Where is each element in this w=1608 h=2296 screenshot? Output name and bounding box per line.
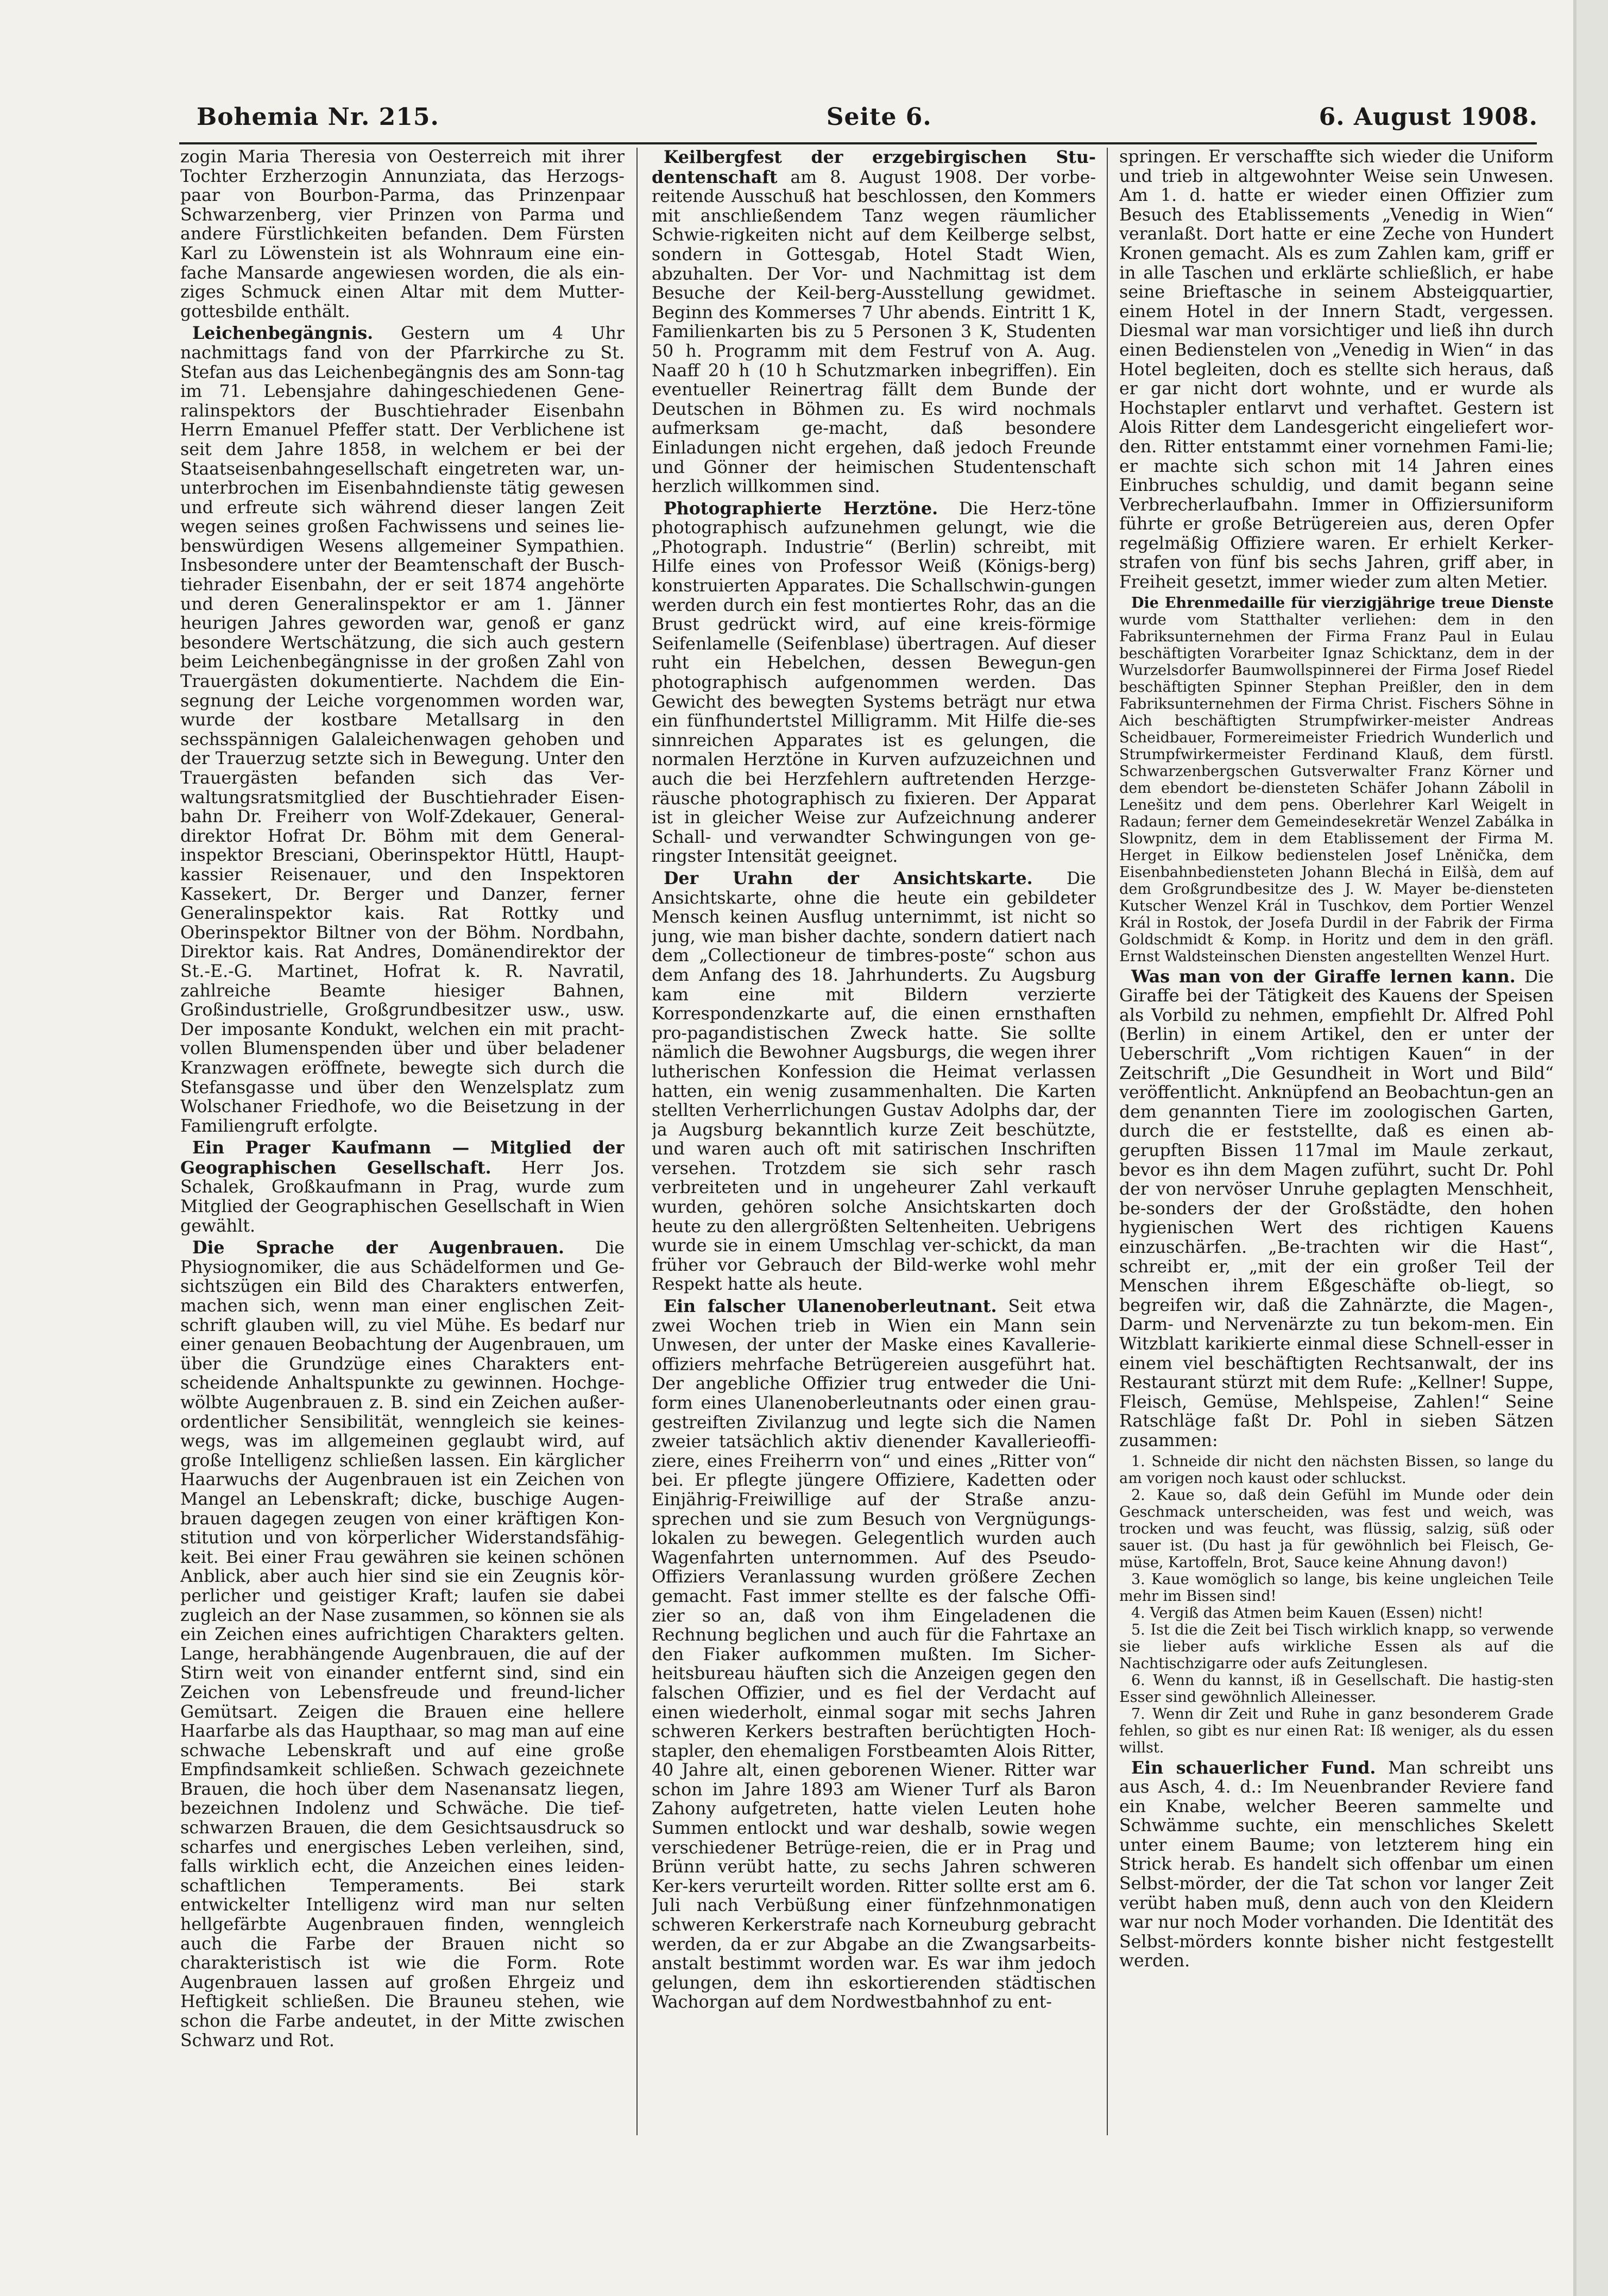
list-item: 7. Wenn dir Zeit und Ruhe in ganz besonderem Grade fehlen, so gibt es nur einen Rat: Iß weniger, als du essen willst.	[1119, 1705, 1554, 1756]
article-headline: Keilbergfest der erzgebirgischen Stu-dentenschaft	[652, 148, 1096, 187]
header-issue: Bohemia Nr. 215.	[197, 103, 439, 131]
article-leichenbegaengnis	[180, 324, 625, 1136]
article-body: Seit etwa zwei Wochen trieb in Wien ein Mann sein Unwesen, der unter der Maske eines Kavallerie-offiziers mehrfache Betrügereien ausgeführt hat. Der angebliche Offizier trug entweder die Uni-form eines Ulanenoberleutnants oder einen grau-gestreiften Zivilanzug und legte sich die Namen zweier tatsächlich aktiv dienender Kavallerieoffi-ziere, eines Freiherrn von“ und eines „Ritter von“ bei. Er pflegte jüngere Offiziere, Kadetten oder Einjährig-Freiwillige auf der Straße anzu-sprechen und sie zum Besuch von Vergnügungs-lokalen zu bewegen. Gelegentlich wurden auch Wagenfahrten unternommen. Auf des Pseudo-Offiziers Veranlassung wurden größere Zechen gemacht. Fast immer stellte es der falsche Offi-zier so an, daß von ihm Eingeladenen die Rechnung beglichen und auch für die Fahrtaxe an den Fiaker aufkommen mußten. Im Sicher-heitsbureau häuften sich die Anzeigen gegen den falschen Offizier, und es fiel der Verdacht auf einen wiederholt, einmal sogar mit sechs Jahren schweren Kerkers bestraften berüchtigten Hoch-stapler, den ehemaligen Forstbeamten Alois Ritter, 40 Jahre alt, einen geborenen Wiener. Ritter war schon im Jahre 1893 am Wiener Turf als Baron Zahony aufgetreten, hatte vielen Leuten hohe Summen entlockt und war deshalb, sowie wegen verschiedener Betrüge-reien, die er in Prag und Brünn verübt hatte, zu sechs Jahren schweren Ker-kers verurteilt worden. Ritter sollte erst am 6. Juli nach Verbüßung einer fünfzehnmonatigen schweren Kerkerstrafe nach Korneuburg gebracht werden, da er zur Abgabe an die Zwangsarbeits-anstalt bestimmt worden war. Es war ihm jedoch gelungen, dem ihn eskortierenden städtischen Wachorgan auf dem Nordwestbahnhof zu ent-	[652, 1297, 1096, 2013]
page-header	[197, 98, 1538, 136]
advice-list	[1119, 1453, 1554, 1756]
article-body: wurde vom Statthalter verliehen: dem in den Fabriksunternehmen der Firma Franz Paul in Eulau beschäftigten Vorarbeiter Ignaz Schicktanz, dem in der Wurzelsdorfer Baumwollspinnerei der Firma Josef Riedel beschäftigten Spinner Stephan Preißler, den in dem Fabriksunternehmen der Firma Christ. Fischers Söhne in Aich beschäftigten Strumpfwirker-meister Andreas Scheidbauer, Formereimeister Friedrich Wunderlich und Strumpfwirkermeister Ferdinand Klauß, dem fürstl. Schwarzenbergschen Gutsverwalter Franz Körner und dem ebendort be-diensteten Schäfer Johann Zábolil in Lenešitz und dem pens. Oberlehrer Karl Weigelt in Radaun; ferner dem Gemeindesekretär Wenzel Zabálka in Slowpnitz, dem in dem Etablissement der Firma M. Herget in Eilkow bedienstelen Josef Lněnička, dem Eisenbahnbediensteten Johann Blechá in Eilšà, dem auf dem Großgrundbesitze des J. W. Mayer be-diensteten Kutscher Wenzel Král in Tuschkov, dem Portier Wenzel Král in Rostok, der Josefa Durdil in der Fabrik der Firma Goldschmidt & Komp. in Horitz und dem in den gräfl. Ernst Waldsteinschen Diensten angestellten Wenzel Hurt.	[1119, 611, 1554, 965]
list-item: 4. Vergiß das Atmen beim Kauen (Essen) nicht!	[1131, 1604, 1484, 1622]
article-urahn-der-ansichtskarte	[652, 869, 1096, 1295]
article-body: Gestern um 4 Uhr nachmittags fand von der Pfarrkirche zu St. Stefan aus das Leichenbegängnis des am Sonn-tag im 71. Lebensjahre dahingeschiedenen Gene-ralinspektors der Buschtiehrader Eisenbahn Herrn Emanuel Pfeffer statt. Der Verblichene ist seit dem Jahre 1858, in welchem er bei der Staatseisenbahngesellschaft eingetreten war, un-unterbrochen im Eisenbahndienste tätig gewesen und erfreute sich während dieser langen Zeit wegen seines großen Fachwissens und seines lie-benswürdigen Wesens allgemeiner Sympathien. Insbesondere unter der Beamtenschaft der Busch-tiehrader Eisenbahn, der er seit 1874 angehörte und deren Generalinspektor er am 1. Jänner heurigen Jahres geworden war, genoß er ganz besondere Wertschätzung, die sich auch gestern beim Leichenbegängnisse in der großen Zahl von Trauergästen dokumentierte. Nachdem die Ein-segnung der Leiche vorgenommen worden war, wurde der kostbare Metallsarg in den sechsspännigen Galaleichenwagen gehoben und der Trauerzug setzte sich in Bewegung. Unter den Trauergästen befanden sich das Ver-waltungsratsmitglied der Buschtiehrader Eisen-bahn Dr. Freiherr von Wolf-Zdekauer, General-direktor Hofrat Dr. Böhm mit dem General-inspektor Bresciani, Oberinspektor Hüttl, Haupt-kassier Reisenauer, und den Inspektoren Kassekert, Dr. Berger und Danzer, ferner Generalinspektor kais. Rat Rottky und Oberinspektor Biltner von der Böhm. Nordbahn, Direktor kais. Rat Andres, Domänendirektor der St.-E.-G. Martinet, Hofrat k. R. Navratil, zahlreiche Beamte hiesiger Bahnen, Großindustrielle, Großgrundbesitzer usw., usw. Der imposante Kondukt, welchen ein mit pracht-vollen Blumenspenden über und über beladener Kranzwagen eröffnete, bewegte sich durch die Stefansgasse und über den Wenzelsplatz zum Wolschaner Friedhofe, wo die Beisetzung in der Familiengruft erfolgte.	[180, 324, 625, 1136]
list-item: 2. Kaue so, daß dein Gefühl im Munde oder dein Geschmack unterscheiden, was fest und weich, was trocken und was feucht, was flüssig, salzig, süß oder sauer ist. (Du hast ja für gewöhnlich bei Fleisch, Ge-müse, Kartoffeln, Brot, Sauce keine Ahnung davon!)	[1119, 1486, 1554, 1571]
article-continuation	[180, 148, 625, 321]
article-photographierte-herztoene	[652, 499, 1096, 867]
article-body: Man schreibt uns aus Asch, 4. d.: Im Neuenbrander Reviere fand ein Knabe, welcher Beeren sammelte und Schwämme suchte, ein menschliches Skelett unter einem Baume; von letzterem hing ein Strick herab. Es handelt sich offenbar um einen Selbst-mörder, der die Tat schon vor langer Zeit verübt haben muß, denn auch von den Kleidern war nur noch Moder vorhanden. Die Identität des Selbst-mörders konnte bisher nicht festgestellt werden.	[1119, 1758, 1554, 1971]
article-giraffe	[1119, 967, 1554, 1451]
article-falscher-ulanenoberleutnant	[652, 1297, 1096, 2013]
page-edge	[1575, 0, 1608, 2296]
article-body: Die Physiognomiker, die aus Schädelformen und Ge-sichtszügen ein Bild des Charakters entwerfen, machen sich, wenn man einer englischen Zeit-schrift glauben will, zu viel Mühe. Es bedarf nur einer genauen Beobachtung der Augenbrauen, um über die Grundzüge eines Charakters ent-scheidende Anhaltspunkte zu gewinnen. Hochge-wölbte Augenbrauen z. B. sind ein Zeichen außer-ordentlicher Sensibilität, wenngleich sie keines-wegs, was im allgemeinen geglaubt wird, auf große Intelligenz schließen lassen. Ein kärglicher Haarwuchs der Augenbrauen ist ein Zeichen von Mangel an Lebenskraft; dicke, buschige Augen-brauen dagegen zeugen von einer kräftigen Kon-stitution und von körperlicher Widerstandsfähig-keit. Bei einer Frau gewähren sie keinen schönen Anblick, aber auch hier sind sie ein Zeugnis kör-perlicher und geistiger Kraft; laufen sie dabei zugleich an der Nase zusammen, so können sie als ein Zeichen eines aufrichtigen Charakters gelten. Lange, herabhängende Augenbrauen, die auf der Stirn weit von einander entfernt sind, sind ein Zeichen von Lebensfreude und freund-licher Gemütsart. Zeigen die Brauen eine hellere Haarfarbe als das Haupthaar, so mag man auf eine schwache Lebenskraft und auf eine große Empfindsamkeit schließen. Schwach gezeichnete Brauen, die hoch über dem Nasenansatz liegen, bezeichnen Indolenz und Schwäche. Die tief-schwarzen Brauen, die dem Gesichtsausdruck so scharfes und energisches Leben verleihen, sind, falls wirklich echt, die Anzeichen eines leiden-schaftlichen Temperaments. Bei stark entwickelter Intelligenz wird man nur selten hellgefärbte Augenbrauen finden, wenngleich auch die Farbe der Brauen nicht so charakteristisch ist wie die Form. Rote Augenbrauen lassen auf großen Ehrgeiz und Heftigkeit schließen. Die Brauneu stehen, wie schon die Farbe andeutet, in der Mitte zwischen Schwarz und Rot.	[180, 1238, 625, 2051]
article-headline: Die Ehrenmedaille für vierzigjährige treue Dienste	[1131, 594, 1554, 611]
article-body: am 8. August 1908. Der vorbe-reitende Ausschuß hat beschlossen, den Kommers mit anschließendem Tanz wegen räumlicher Schwie-rigkeiten nicht auf dem Keilberge selbst, sondern in Gottesgab, Hotel Stadt Wien, abzuhalten. Der Vor- und Nachmittag ist dem Besuche der Keil-berg-Ausstellung gewidmet. Beginn des Kommerses 7 Uhr abends. Eintritt 1 K, Familienkarten bis zu 5 Personen 3 K, Studenten 50 h. Programm mit dem Festruf von A. Aug. Naaff 20 h (10 h Schutzmarken inbegriffen). Ein eventueller Reinertrag fällt dem Bunde der Deutschen in Böhmen zu. Es wird nochmals aufmerksam ge-macht, daß besondere Einladungen nicht ergehen, daß jedoch Freunde und Gönner der heimischen Studentenschaft herzlich willkommen sind.	[652, 167, 1096, 497]
article-headline: Die Sprache der Augenbrauen.	[192, 1238, 564, 1258]
page-edge-line	[1573, 0, 1577, 2296]
article-body: Die Ansichtskarte, ohne die heute ein gebildeter Mensch keinen Ausflug unternimmt, ist nicht so jung, wie man bisher dachte, sondern datiert nach dem „Collectioneur de timbres-poste“ schon aus dem Anfang des 18. Jahrhunderts. Zu Augsburg kam eine mit Bildern verzierte Korrespondenzkarte auf, die einen ernsthaften pro-pagandistischen Zweck hatte. Sie sollte nämlich die Bewohner Augsburgs, die wegen ihrer lutherischen Konfession die Heimat verlassen hatten, ein wenig zusammenhalten. Die Karten stellten Verherrlichungen Gustav Adolphs dar, der ja Augsburg bekanntlich kurze Zeit beschützte, und waren auch oft mit satirischen Inschriften versehen. Trotzdem sie sich sehr rasch verbreiteten und in ungeheurer Zahl verkauft wurden, gehören solche Ansichtskarten doch heute zu den allergrößten Seltenheiten. Uebrigens wurde sie in einem Umschlag ver-schickt, da man früher vor Gebrauch der Bild-werke wohl mehr Respekt hatte als heute.	[652, 868, 1096, 1295]
header-rule	[179, 142, 1537, 144]
article-headline: Ein falscher Ulanenoberleutnant.	[664, 1296, 997, 1317]
article-headline: Der Urahn der Ansichtskarte.	[664, 868, 1033, 888]
list-item: 3. Kaue womöglich so lange, bis keine ungleichen Teile mehr im Bissen sind!	[1119, 1570, 1554, 1605]
article-body: Die Giraffe bei der Tätigkeit des Kauens der Speisen als Vorbild zu nehmen, empfiehlt Dr. Alfred Pohl (Berlin) in einem Artikel, den er unter der Ueberschrift „Vom richtigen Kauen“ in der Zeitschrift „Die Gesundheit in Wort und Bild“ veröffentlicht. Anknüpfend an Beobachtun-gen an dem genannten Tiere im zoologischen Garten, durch die er feststellte, daß es einen ab-gerupften Bissen 117mal im Maule zerkaut, bevor es ihn dem Magen zuführt, sucht Dr. Pohl der von nervöser Unruhe geplagten Menschheit, be-sonders der der Großstädte, den hohen hygienischen Wert des richtigen Kauens einzuschärfen. „Be-trachten wir die Hast“, schreibt er, „mit der ein großer Teil der Menschen ihrem Eßgeschäfte ob-liegt, so begreifen wir, daß die Zahnärzte, die Magen-, Darm- und Nervenärzte zu tun bekom-men. Ein Witzblatt karikierte einmal diese Schnell-esser in einem viel beschäftigten Rechtsanwalt, der ins Restaurant stürzt mit dem Rufe: „Kellner! Suppe, Fleisch, Gemüse, Mehlspeise, Zahlen!“ Seine Ratschläge faßt Dr. Pohl in sieben Sätzen zusammen:	[1119, 967, 1554, 1450]
column-divider	[1107, 148, 1108, 2135]
article-ehrenmedaille	[1119, 595, 1554, 965]
list-item: 5. Ist die die Zeit bei Tisch wirklich knapp, so verwende sie lieber aufs wirkliche Essen als auf die Nachtischzigarre oder aufs Zeitunglesen.	[1119, 1621, 1554, 1672]
column-3	[1119, 148, 1554, 2146]
article-schauerlicher-fund	[1119, 1758, 1554, 1972]
list-item: 1. Schneide dir nicht den nächsten Bissen, so lange du am vorigen noch kaust oder schluckst.	[1119, 1453, 1554, 1487]
article-headline: Was man von der Giraffe lernen kann.	[1131, 966, 1516, 987]
article-headline: Photographierte Herztöne.	[664, 498, 938, 519]
article-continuation	[1119, 148, 1554, 592]
column-divider	[636, 148, 638, 2135]
article-body: Die Herz-töne photographisch aufzunehmen gelungt, wie die „Photograph. Industrie“ (Berlin) schreibt, mit Hilfe eines von Professor Weiß (Königs-berg) konstruierten Apparates. Die Schallschwin-gungen werden durch ein fest montiertes Rohr, das an die Brust gedrückt wird, auf eine kreis-förmige Seifenlamelle (Seifenblase) übertragen. Auf dieser ruht ein Hebelchen, dessen Bewegun-gen photographisch aufgenommen werden. Das Gewicht des bewegten Systems beträgt nur etwa ein fünfhundertstel Milligramm. Mit Hilfe die-ses sinnreichen Apparates ist es gelungen, die normalen Herztöne in Kurven aufzuzeichnen und auch die bei Herzfehlern auftretenden Herzge-räusche photographisch zu fixieren. Der Apparat ist in gleicher Weise zur Aufzeichnung anderer Schall- und verwandter Schwingungen von ge-ringster Intensität geeignet.	[652, 499, 1096, 867]
article-headline: Ein Prager Kaufmann — Mitglied der Geographischen Gesellschaft.	[180, 1138, 625, 1178]
header-page-number: Seite 6.	[826, 103, 932, 131]
list-item: 6. Wenn du kannst, iß in Gesellschaft. Die hastig-sten Esser sind gewöhnlich Alleinesser.	[1119, 1671, 1554, 1706]
header-date: 6. August 1908.	[1319, 103, 1538, 131]
article-body: zogin Maria Theresia von Oesterreich mit ihrer Tochter Erzherzogin Annunziata, das Herzogs-paar von Bourbon-Parma, das Prinzenpaar Schwarzenberg, vier Prinzen von Parma und andere Fürstlichkeiten befanden. Dem Fürsten Karl zu Löwenstein ist als Wohnraum eine ein-fache Mansarde angewiesen worden, die als ein-ziges Schmuck einen Altar mit dem Mutter-gottesbilde enthält.	[180, 148, 625, 321]
article-body: Herr Jos. Schalek, Großkaufmann in Prag, wurde zum Mitglied der Geographischen Gesellschaft in Wien gewählt.	[180, 1158, 625, 1236]
article-prager-kaufmann	[180, 1138, 625, 1236]
article-keilbergfest	[652, 148, 1096, 497]
column-2	[652, 148, 1096, 2146]
column-1	[180, 148, 625, 2146]
article-sprache-der-augenbrauen	[180, 1238, 625, 2051]
article-headline: Leichenbegängnis.	[192, 323, 374, 344]
article-body: springen. Er verschaffte sich wieder die Uniform und trieb in altgewohnter Weise sein Unwesen. Am 1. d. hatte er wieder einen Offizier zum Besuch des Etablissements „Venedig in Wien“ veranlaßt. Dort hatte er eine Zeche von Hundert Kronen gemacht. Als es zum Zahlen kam, griff er in alle Taschen und erklärte schließlich, er habe seine Brieftasche in seinem Absteigquartier, einem Hotel in der Innern Stadt, vergessen. Diesmal war man vorsichtiger und ließ ihn durch einen Bedienstelen von „Venedig in Wien“ in das Hotel begleiten, doch es stellte sich heraus, daß er gar nicht dort wohnte, und er wurde als Hochstapler entlarvt und verhaftet. Gestern ist Alois Ritter dem Landesgericht eingeliefert wor-den. Ritter entstammt einer vornehmen Fami-lie; er machte sich schon mit 14 Jahren eines Einbruches schuldig, und damit begann seine Verbrecherlaufbahn. Immer in Offiziersuniform führte er große Betrügereien aus, deren Opfer regelmäßig Offiziere waren. Er erhielt Kerker-strafen von fünf bis sechs Jahren, griff aber, in Freiheit gesetzt, immer wieder zum alten Metier.	[1119, 148, 1554, 592]
article-headline: Ein schauerlicher Fund.	[1131, 1757, 1376, 1778]
